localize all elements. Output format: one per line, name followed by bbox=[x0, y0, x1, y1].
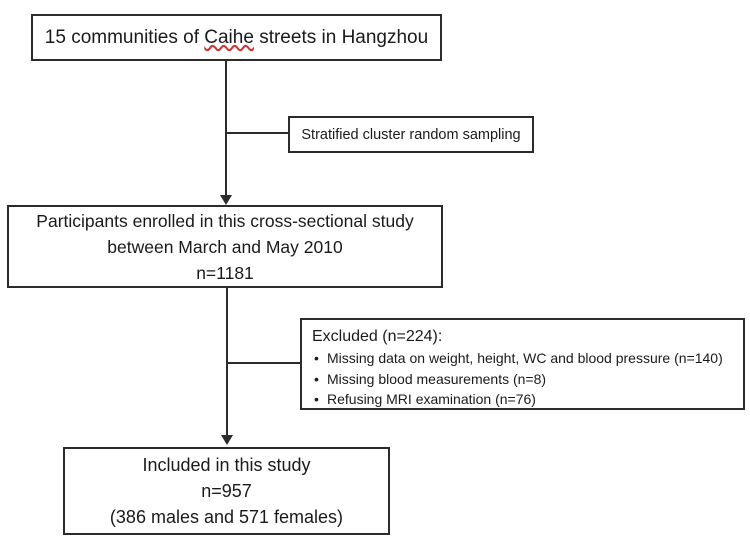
box-excluded-participants bbox=[300, 318, 745, 410]
excluded-reason-item: • Missing blood measurements (n=8) bbox=[312, 369, 735, 390]
included-count: n=957 bbox=[201, 481, 252, 501]
excluded-title: Excluded (n=224): bbox=[312, 328, 443, 345]
arrowhead-into-enrolled-icon bbox=[220, 195, 232, 205]
misspelled-word: Caihe bbox=[204, 26, 254, 48]
excluded-reason-item: • Missing data on weight, height, WC and blood pressure (n=140) bbox=[312, 348, 735, 369]
source-text-after: streets in Hangzhou bbox=[253, 26, 429, 48]
box-sampling-method bbox=[288, 116, 534, 153]
arrowhead-into-included-icon bbox=[221, 435, 233, 445]
box-included-participants bbox=[63, 447, 390, 535]
enrolled-line-1: Participants enrolled in this cross-sectional study bbox=[36, 210, 414, 231]
source-population-text bbox=[45, 27, 428, 49]
enrolled-line-2: between March and May 2010 bbox=[107, 236, 343, 257]
enrolled-count: n=1181 bbox=[196, 262, 254, 283]
sampling-method-label: Stratified cluster random sampling bbox=[301, 126, 521, 143]
excluded-reason-item: • Refusing MRI examination (n=76) bbox=[312, 389, 735, 410]
included-line-1: Included in this study bbox=[142, 455, 311, 475]
included-sex-breakdown: (386 males and 571 females) bbox=[109, 507, 344, 527]
excluded-reason-list bbox=[312, 348, 735, 410]
box-source-population bbox=[31, 14, 442, 61]
source-text-before: 15 communities of bbox=[44, 26, 205, 48]
box-enrolled-participants bbox=[7, 205, 443, 288]
